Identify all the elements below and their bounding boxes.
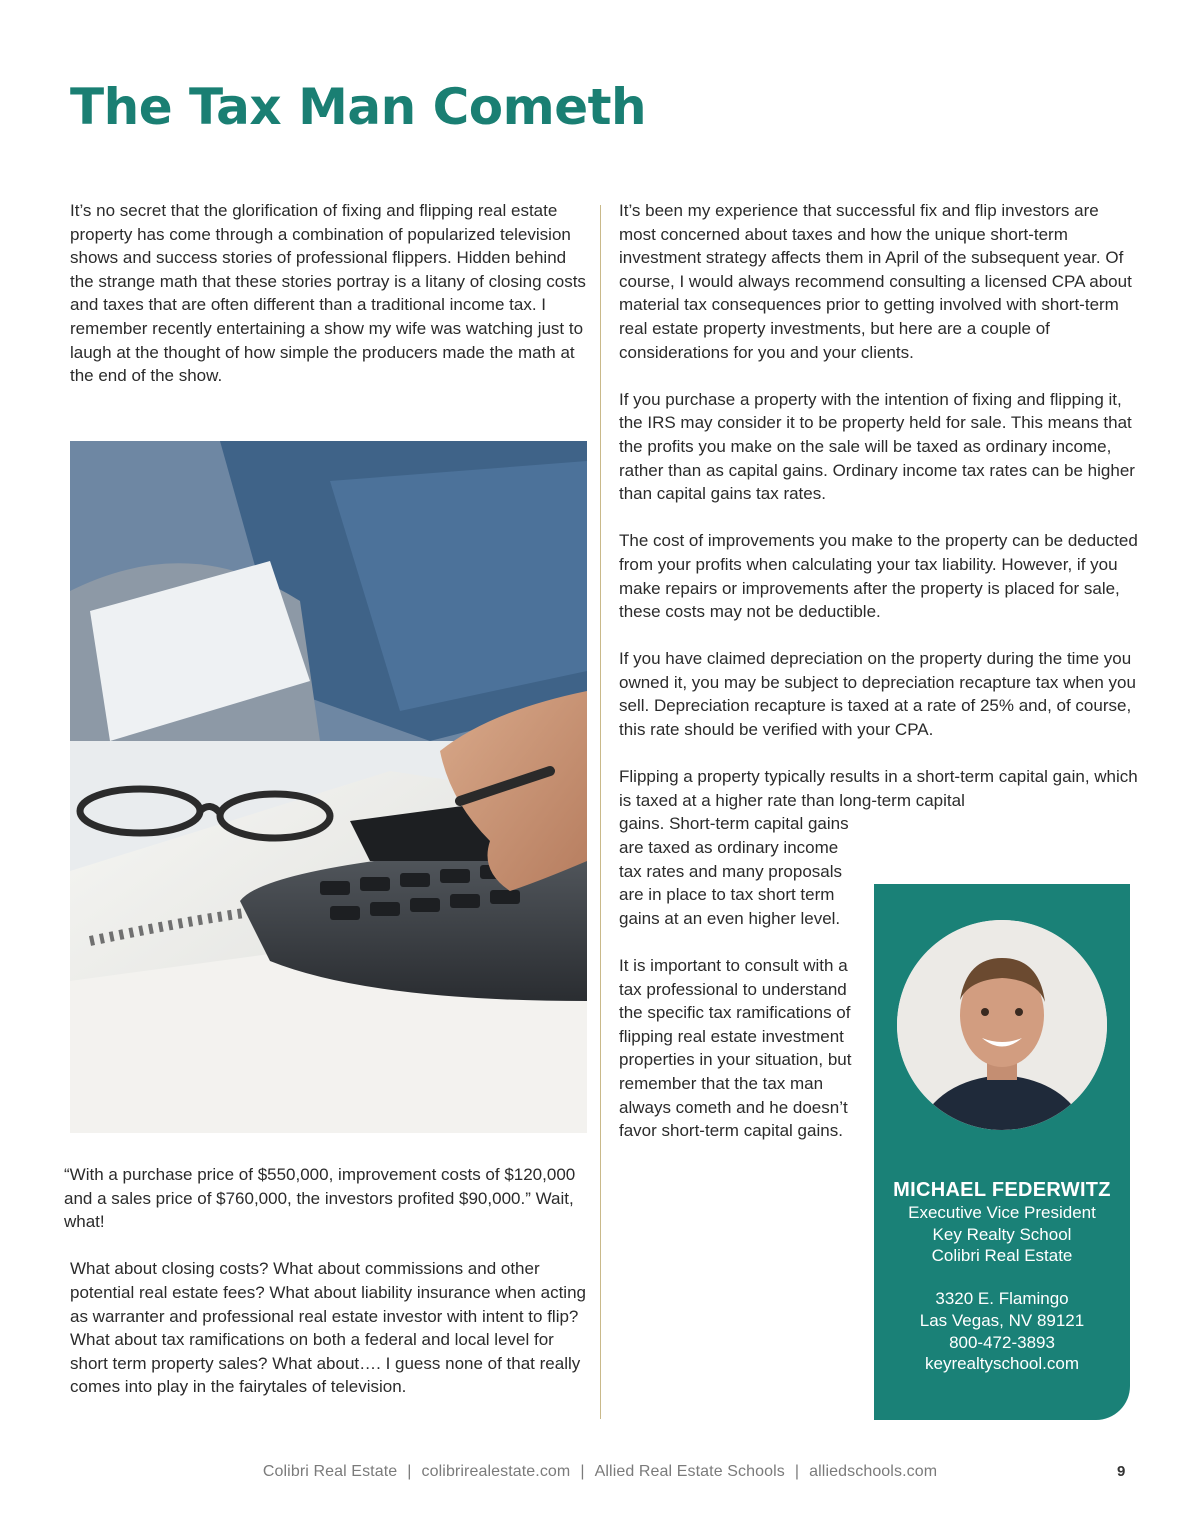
depreciation-paragraph: If you have claimed depreciation on the property during the time you owned it, you may be subject to depreciation recapture tax when you sell. Depreciation recapture is taxed at a rate of 25% and, of course, this rate should be verified with your CPA. [619, 649, 1136, 740]
author-spacer [874, 1267, 1130, 1289]
article-title: The Tax Man Cometh [70, 78, 647, 136]
quote-block [64, 1163, 586, 1423]
author-role: Executive Vice President [908, 1203, 1096, 1222]
calculator-photo [70, 441, 587, 1133]
short-term-gain-continued: gains. Short-term capital gains are taxed as ordinary income tax rates and many proposals are in place to tax short term gains at an even higher level. [619, 814, 849, 928]
page-number: 9 [1117, 1463, 1126, 1480]
author-city: Las Vegas, NV 89121 [919, 1310, 1085, 1330]
consult-paragraph: It is important to consult with a tax professional to understand the specific tax ramifications of flipping real estate investment properties in your situation, but remember that the tax man always cometh and he doesn’t favor short-term capital gains. [619, 956, 852, 1141]
author-name: MICHAEL FEDERWITZ [893, 1179, 1111, 1201]
author-address: 3320 E. Flamingo [935, 1289, 1069, 1309]
improvements-paragraph: The cost of improvements you make to the property can be deducted from your profits when calculating your tax liability. However, if you make repairs or improvements after the property is placed for sale, these costs may not be deductible. [619, 531, 1138, 622]
author-org-2: Colibri Real Estate [931, 1246, 1073, 1266]
left-column [70, 199, 586, 388]
author-avatar [897, 920, 1107, 1130]
footer-item-allied: Allied Real Estate Schools [594, 1463, 785, 1480]
author-details [874, 1202, 1130, 1375]
column-divider [600, 205, 601, 1419]
page-footer [0, 1463, 1200, 1481]
pull-quote: “With a purchase price of $550,000, improvement costs of $120,000 and a sales price of $760,000, the investors profited $90,000.” Wait, what! [64, 1165, 576, 1232]
footer-link-colibri[interactable]: colibrirealestate.com [421, 1463, 571, 1480]
footer-separator: | [794, 1463, 800, 1480]
footer-separator: | [580, 1463, 585, 1480]
intro-paragraph: It’s no secret that the glorification of fixing and flipping real estate property has come through a combination of popularized television shows and success stories of professional flippers. Hidden behind the strange math that these stories portray is a litany of closing costs and taxes that are often different than a traditional income tax. I remember recently entertaining a show my wife was watching just to laugh at the thought of how simple the producers made the math at the end of the show. [70, 201, 586, 386]
author-portrait [897, 920, 1107, 1130]
questions-paragraph: What about closing costs? What about commissions and other potential real estate fees? What about liability insurance when acting as warranter and professional real estate investor with intent to flip? What about tax ramifications on both a federal and local level for short term property sales? What about…. I guess none of that really comes into play in the fairytales of television. [70, 1259, 586, 1397]
footer-link-allied[interactable]: alliedschools.com [809, 1463, 938, 1480]
author-card [874, 884, 1130, 1420]
short-term-gain-intro: Flipping a property typically results in a short-term capital gain, which is taxed at a higher rate than long-term capital [619, 767, 1138, 810]
author-website[interactable]: keyrealtyschool.com [924, 1354, 1079, 1374]
footer-separator: | [407, 1463, 412, 1480]
held-for-sale-paragraph: If you purchase a property with the intention of fixing and flipping it, the IRS may consider it to be property held for sale. This means that the profits you make on the sale will be taxed as ordinary income, rather than as capital gains. Ordinary income tax rates can be higher than capital gains tax rates. [619, 389, 1135, 504]
short-term-gain-paragraph [619, 765, 1139, 812]
footer-item-colibri: Colibri Real Estate [262, 1463, 398, 1480]
calculator-photo-illustration [70, 441, 587, 1133]
author-phone: 800-472-3893 [949, 1332, 1055, 1352]
author-org-1: Key Realty School [932, 1224, 1072, 1244]
experience-paragraph: It’s been my experience that successful fix and flip investors are most concerned about taxes and how the unique short-term investment strategy affects them in April of the subsequent year. Of course, I would always recommend consulting a licensed CPA about material tax consequences prior to getting involved with short-term real estate property investments, but here are a couple of considerations for you and your clients. [619, 201, 1132, 362]
